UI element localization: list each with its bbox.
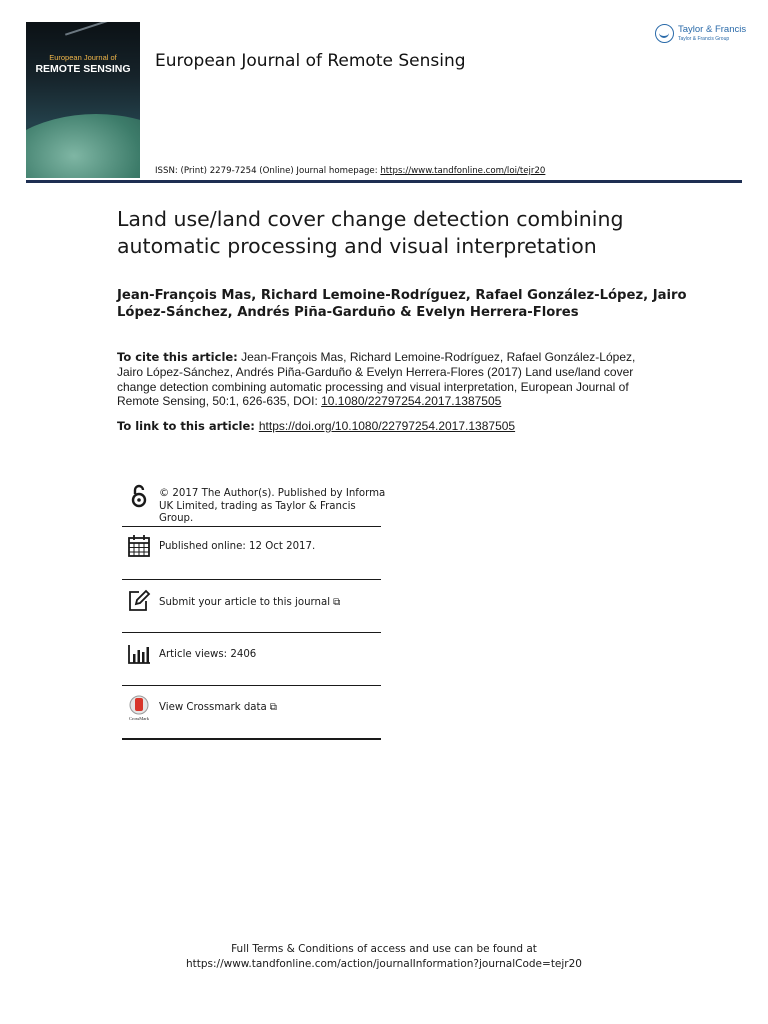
- crossmark-row[interactable]: [122, 686, 381, 740]
- article-doi-url[interactable]: https://doi.org/10.1080/22797254.2017.1387505: [258, 419, 516, 433]
- edit-icon: [126, 588, 152, 614]
- article-link-label: To link to this article:: [117, 419, 255, 433]
- satellite-graphic: [65, 22, 115, 47]
- citation-text: Jean-François Mas, Richard Lemoine-Rodríguez, Rafael González-López, Jairo López-Sánchez, Andrés Piña-Garduño & Evelyn Herrera-Flores (2017) Land use/land cover change detection combining automatic processing and visual interpretation, European Journal of Remote Sensing, 50:1, 626-635, DOI:: [117, 350, 636, 409]
- submit-row[interactable]: [122, 580, 381, 633]
- crossmark-label: View Crossmark data: [159, 702, 267, 713]
- open-access-row: [122, 478, 386, 527]
- article-info-list: [122, 478, 386, 740]
- license-text: © 2017 The Author(s). Published by Informa UK Limited, trading as Taylor & Francis Group.: [159, 488, 386, 524]
- terms-line: Full Terms & Conditions of access and use can be found at: [231, 943, 537, 955]
- terms-footer: [0, 942, 768, 971]
- issn-text: ISSN: (Print) 2279-7254 (Online) Journal homepage:: [155, 166, 381, 176]
- external-link-icon: ⧉: [333, 597, 341, 608]
- terms-url[interactable]: https://www.tandfonline.com/action/journalInformation?journalCode=tejr20: [185, 957, 582, 970]
- crossmark-logo-text: CrossMark: [129, 716, 149, 721]
- cover-title-line: REMOTE SENSING: [35, 63, 131, 75]
- publisher-group: Taylor & Francis Group: [678, 36, 730, 42]
- crossmark-icon: [126, 695, 152, 721]
- journal-title: European Journal of Remote Sensing: [155, 51, 466, 71]
- open-access-icon: [126, 483, 152, 509]
- citation-doi-link[interactable]: 10.1080/22797254.2017.1387505: [321, 394, 502, 409]
- article-link-line: [117, 419, 677, 433]
- crossmark-link[interactable]: [159, 702, 277, 715]
- bar-chart-icon: [126, 641, 152, 667]
- article-authors: Jean-François Mas, Richard Lemoine-Rodríguez, Rafael González-López, Jairo López-Sánchez, Andrés Piña-Garduño & Evelyn Herrera-Flores: [117, 288, 687, 320]
- citation-label: To cite this article:: [117, 350, 238, 364]
- citation-block: [117, 350, 657, 409]
- issn-line: [155, 166, 545, 176]
- cover-journal-line: European Journal of: [49, 53, 117, 62]
- published-row: [122, 527, 381, 580]
- submit-article-label: Submit your article to this journal: [159, 597, 331, 608]
- taylor-francis-logo-icon: [655, 24, 674, 43]
- calendar-icon: [126, 533, 152, 559]
- views-row: [122, 633, 381, 686]
- article-views: Article views: 2406: [159, 649, 257, 660]
- earth-graphic: [26, 114, 140, 178]
- publisher-logo[interactable]: [655, 22, 755, 46]
- journal-cover-image: [26, 22, 140, 178]
- journal-homepage-link[interactable]: https://www.tandfonline.com/loi/tejr20: [380, 166, 546, 176]
- publisher-name: Taylor & Francis: [678, 24, 747, 35]
- submit-article-link[interactable]: [159, 597, 340, 610]
- published-date: Published online: 12 Oct 2017.: [159, 541, 316, 552]
- article-title: Land use/land cover change detection combining automatic processing and visual interpretation: [117, 207, 624, 258]
- header-divider: [26, 180, 742, 183]
- external-link-icon: ⧉: [269, 702, 277, 713]
